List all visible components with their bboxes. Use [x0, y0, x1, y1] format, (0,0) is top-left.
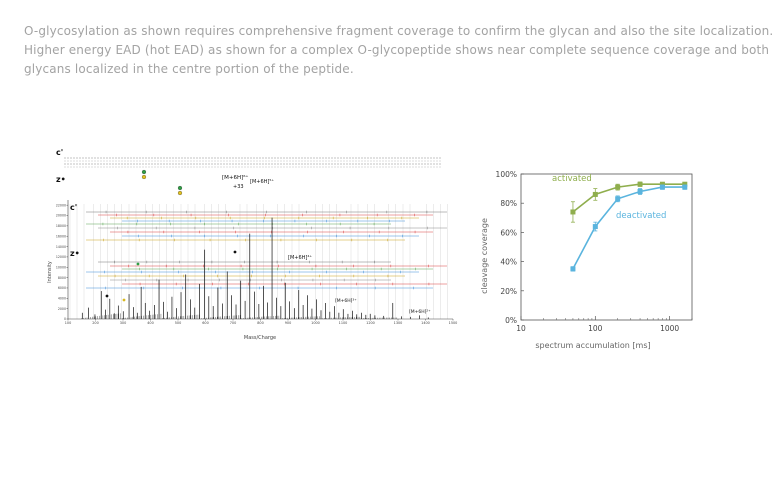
spectrum-x-tick-label: 1200 [366, 321, 375, 325]
spectrum-x-tick-label: 1400 [421, 321, 430, 325]
spectrum-y-tick-label: 20000 [55, 213, 66, 218]
data-point-deactivated [593, 224, 598, 229]
spectrum-x-tick-label: 600 [202, 321, 209, 325]
data-point-deactivated [570, 266, 575, 271]
spectrum-x-tick-label: 100 [64, 321, 72, 325]
coverage-axes [521, 174, 692, 320]
peak-marker [137, 263, 140, 266]
peak-marker [106, 295, 109, 298]
description-line-3: glycans localized in the centre portion of the peptide. [24, 62, 354, 76]
coverage-plot-frame [521, 174, 692, 320]
coverage-x-axis-label: spectrum accumulation [ms] [535, 341, 651, 350]
peak-marker [234, 251, 237, 254]
coverage-tick-labels [496, 170, 680, 333]
spectrum-x-tick-label: 800 [257, 321, 264, 325]
spectrum-x-tick-label: 700 [229, 321, 237, 325]
spectrum-fragment-ladders [64, 158, 447, 289]
data-point-deactivated [638, 189, 643, 194]
peak-marker [123, 299, 126, 302]
series-line-activated [573, 184, 685, 212]
coverage-y-tick-label: 40% [500, 257, 517, 267]
spectrum-y-tick-label: 12000 [55, 255, 66, 260]
data-point-deactivated [682, 185, 687, 190]
spectrum-y-tick-label: 14000 [55, 244, 66, 249]
mass-spectrum-chart [47, 142, 458, 342]
z-ion-label-mid: z• [70, 249, 80, 258]
precursor-label-4plus: [M+6H]⁴⁺ [288, 255, 312, 261]
data-point-deactivated [615, 196, 620, 201]
spectrum-y-axis-label: Intensity [47, 261, 53, 283]
spectrum-y-tick-label: 16000 [55, 234, 66, 239]
coverage-y-tick-label: 60% [500, 228, 517, 238]
spectrum-y-tick-label: 0 [63, 317, 66, 322]
data-point-activated [593, 192, 598, 197]
spectrum-y-tick-label: 10000 [55, 265, 66, 270]
c-ion-label-mid: c' [70, 203, 78, 212]
spectrum-x-tick-label: 900 [284, 321, 292, 325]
coverage-x-tick-label: 1000 [660, 324, 680, 333]
coverage-y-tick-label: 100% [495, 170, 517, 179]
spectrum-x-tick-label: 1000 [311, 321, 320, 325]
coverage-y-tick-label: 80% [500, 199, 517, 209]
charge-tag-label: +33 [233, 184, 244, 190]
coverage-x-tick-label: 10 [516, 324, 526, 333]
data-point-activated [615, 185, 620, 190]
c-ion-label-top: c' [56, 148, 64, 157]
spectrum-x-tick-label: 300 [119, 321, 127, 325]
series-label-deactivated: deactivated [616, 211, 667, 221]
coverage-y-tick-label: 0% [505, 316, 517, 325]
spectrum-y-tick-label: 4000 [57, 296, 66, 301]
z-ion-label-top: z• [56, 175, 66, 184]
glycan-marker [142, 170, 146, 174]
series-label-activated: activated [552, 174, 592, 184]
description-line-2: Higher energy EAD (hot EAD) as shown for a complex O-glycopeptide shows near complete sequence coverage and both [24, 43, 770, 57]
spectrum-tick-labels [56, 203, 457, 325]
spectrum-y-tick-label: 2000 [57, 306, 66, 311]
precursor-label-5plus: [M+6H]⁵⁺ [250, 179, 274, 185]
coverage-x-tick-label: 100 [588, 324, 603, 333]
spectrum-y-tick-label: 6000 [57, 286, 66, 291]
spectrum-y-tick-label: 18000 [55, 224, 66, 229]
glycan-marker [178, 191, 182, 195]
data-point-deactivated [660, 185, 665, 190]
spectrum-y-tick-label: 22000 [55, 203, 66, 208]
spectrum-x-tick-label: 1300 [393, 321, 403, 325]
spectrum-x-tick-label: 400 [147, 321, 154, 325]
spectrum-x-tick-label: 500 [174, 321, 182, 325]
description-text [24, 22, 773, 79]
glycan-marker [178, 186, 182, 190]
precursor-label-6plus: [M+6H]⁶⁺ [222, 175, 249, 181]
data-point-activated [638, 182, 643, 187]
spectrum-x-tick-label: 200 [92, 321, 99, 325]
glycan-marker [142, 175, 146, 179]
spectrum-x-axis-label: Mass/Charge [243, 335, 277, 341]
spectrum-y-tick-label: 8000 [57, 275, 66, 280]
spectrum-x-tick-label: 1500 [448, 321, 458, 325]
spectrum-peaks [82, 218, 429, 319]
spectrum-x-tick-label: 1100 [338, 321, 348, 325]
data-point-activated [570, 209, 575, 214]
coverage-y-axis-label: cleavage coverage [480, 218, 489, 294]
cleavage-coverage-chart [470, 160, 700, 360]
coverage-series [570, 182, 687, 272]
coverage-y-tick-label: 20% [500, 286, 517, 296]
precursor-label-3plus: [M+6H]³⁺ [335, 299, 357, 304]
description-line-1: O-glycosylation as shown requires comprehensive fragment coverage to confirm the glycan and also the site localization. [24, 24, 773, 38]
precursor-label-2plus: [M+6H]²⁺ [409, 310, 431, 315]
